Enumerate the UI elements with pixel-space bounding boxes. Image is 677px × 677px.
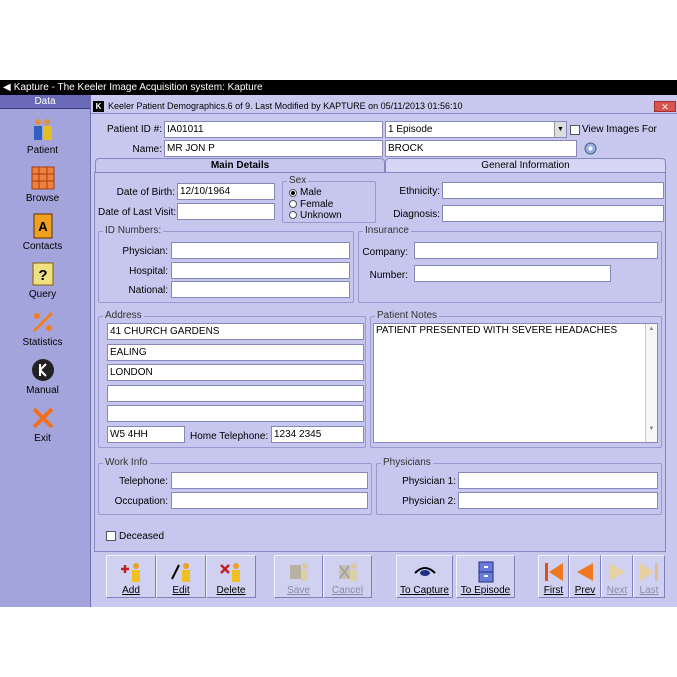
national-field[interactable] [171, 281, 350, 298]
query-icon [30, 261, 56, 287]
hospital-field[interactable] [171, 262, 350, 279]
name-label: Name: [132, 144, 162, 155]
dob-label: Date of Birth: [116, 187, 175, 198]
sidebar-item-label: Manual [26, 385, 59, 396]
address-line-5-field[interactable] [107, 405, 364, 422]
first-icon [542, 561, 566, 583]
last-name-field[interactable]: BROCK [385, 140, 577, 157]
sidebar-item-label: Patient [26, 145, 59, 156]
company-label: Company: [362, 247, 408, 258]
prev-icon [573, 561, 597, 583]
sex-male-label: Male [300, 187, 322, 198]
insurance-label: Insurance [365, 225, 409, 236]
national-label: National: [128, 285, 168, 296]
address-line-2-field[interactable]: EALING [107, 344, 364, 361]
window-title: Keeler Patient Demographics.6 of 9. Last Modified by KAPTURE on 05/11/2013 01:56:10 [108, 101, 463, 111]
keeler-logo-icon: K [93, 101, 104, 112]
next-label: Next [606, 585, 628, 596]
cancel-icon [336, 561, 360, 583]
last-visit-label: Date of Last Visit: [98, 207, 177, 218]
manual-icon [30, 357, 56, 383]
delete-label: Delete [216, 585, 246, 596]
ethnicity-label: Ethnicity: [399, 186, 440, 197]
scrollbar[interactable]: ▲ ▼ [645, 324, 657, 442]
prev-button[interactable] [569, 555, 601, 598]
patient-id-field[interactable]: IA01011 [164, 121, 383, 138]
last-label: Last [639, 585, 659, 596]
add-user-icon [119, 561, 143, 583]
first-label: First [543, 585, 564, 596]
edit-user-icon [169, 561, 193, 583]
physicians-label: Physicians [383, 457, 431, 468]
ethnicity-field[interactable] [442, 182, 664, 199]
first-button[interactable] [538, 555, 569, 598]
sidebar-item-patient[interactable] [0, 117, 85, 156]
address-line-3-field[interactable]: LONDON [107, 364, 364, 381]
tab-general-information[interactable]: General Information [385, 158, 666, 172]
eye-icon [413, 561, 437, 583]
sidebar-item-label: Contacts [22, 241, 63, 252]
app-menu-icon[interactable]: ◀ [3, 82, 11, 93]
insurance-number-field[interactable] [414, 265, 611, 282]
occupation-label: Occupation: [114, 496, 168, 507]
sidebar [0, 95, 91, 607]
physician-field[interactable] [171, 242, 350, 259]
bottom-strip [91, 598, 677, 607]
work-telephone-field[interactable] [171, 472, 368, 489]
address-line-1-field[interactable]: 41 CHURCH GARDENS [107, 323, 364, 340]
cancel-button[interactable] [323, 555, 372, 598]
sidebar-item-label: Query [28, 289, 57, 300]
physician-2-field[interactable] [458, 492, 658, 509]
edit-label: Edit [172, 585, 190, 596]
sex-unknown-radio[interactable] [289, 211, 297, 219]
sidebar-item-label: Statistics [22, 337, 63, 348]
deceased-label: Deceased [119, 531, 165, 542]
patient-notes-label: Patient Notes [377, 310, 438, 321]
address-line-4-field[interactable] [107, 385, 364, 402]
delete-user-icon [219, 561, 243, 583]
episode-select[interactable] [385, 121, 567, 138]
sidebar-item-query[interactable] [0, 261, 85, 300]
tab-main-details[interactable]: Main Details [95, 158, 385, 172]
to-episode-label: To Episode [460, 585, 511, 596]
physician-2-label: Physician 2: [402, 496, 456, 507]
view-images-label: View Images For [582, 124, 657, 135]
svg-text:A: A [37, 219, 48, 234]
next-button[interactable] [601, 555, 633, 598]
home-telephone-field[interactable]: 1234 2345 [271, 426, 364, 443]
diagnosis-label: Diagnosis: [393, 209, 440, 220]
sidebar-item-label: Browse [25, 193, 60, 204]
company-field[interactable] [414, 242, 658, 259]
patient-notes-field[interactable] [373, 323, 658, 443]
diagnosis-field[interactable] [442, 205, 664, 222]
save-button[interactable] [274, 555, 323, 598]
patient-id-label: Patient ID #: [106, 124, 162, 135]
next-icon [605, 561, 629, 583]
first-name-field[interactable]: MR JON P [164, 140, 383, 157]
to-episode-button[interactable] [456, 555, 515, 598]
last-button[interactable] [633, 555, 665, 598]
occupation-field[interactable] [171, 492, 368, 509]
physician-1-field[interactable] [458, 472, 658, 489]
save-icon [287, 561, 311, 583]
sex-male-radio[interactable] [289, 189, 297, 197]
chevron-down-icon[interactable]: ▼ [554, 122, 566, 137]
deceased-checkbox[interactable] [106, 531, 116, 541]
sidebar-item-statistics[interactable] [0, 309, 85, 348]
app-title-bar [0, 80, 677, 95]
address-label: Address [105, 310, 142, 321]
episode-value: 1 Episode [388, 124, 433, 135]
browse-icon [30, 165, 56, 191]
dob-field[interactable]: 12/10/1964 [177, 183, 275, 200]
delete-button[interactable] [206, 555, 256, 598]
sidebar-item-browse[interactable] [0, 165, 85, 204]
home-telephone-label: Home Telephone: [190, 431, 269, 442]
sidebar-item-label: Exit [34, 433, 51, 444]
app-title: Kapture - The Keeler Image Acquisition system: Kapture [13, 82, 263, 93]
sex-unknown-label: Unknown [300, 210, 342, 221]
number-label: Number: [369, 270, 408, 281]
save-label: Save [287, 585, 310, 596]
to-capture-button[interactable] [396, 555, 453, 598]
physician-label: Physician: [122, 246, 168, 257]
physician-1-label: Physician 1: [402, 476, 456, 487]
id-numbers-label: ID Numbers: [105, 225, 162, 236]
sex-label: Sex [289, 175, 307, 186]
statistics-icon [30, 309, 56, 335]
edit-button[interactable] [156, 555, 206, 598]
window-title-bar [91, 99, 677, 114]
sex-female-label: Female [300, 199, 334, 210]
svg-text:?: ? [37, 267, 48, 284]
cancel-label: Cancel [331, 585, 364, 596]
sidebar-item-contacts[interactable] [0, 213, 85, 252]
patient-icon [30, 117, 56, 143]
view-images-checkbox[interactable] [570, 125, 580, 135]
postcode-field[interactable]: W5 4HH [107, 426, 185, 443]
sidebar-item-manual[interactable] [0, 357, 85, 396]
sidebar-item-exit[interactable] [0, 405, 85, 444]
close-button[interactable]: ✕ [654, 101, 676, 112]
contacts-icon [30, 213, 56, 239]
exit-icon [30, 405, 56, 431]
prev-label: Prev [574, 585, 596, 596]
sidebar-header: Data [0, 95, 90, 109]
patient-notes-text: PATIENT PRESENTED WITH SEVERE HEADACHES [376, 325, 618, 336]
add-label: Add [122, 585, 140, 596]
last-icon [637, 561, 661, 583]
to-capture-label: To Capture [400, 585, 449, 596]
hospital-label: Hospital: [129, 266, 168, 277]
sex-female-radio[interactable] [289, 200, 297, 208]
cabinet-icon [474, 561, 498, 583]
work-info-label: Work Info [105, 457, 148, 468]
add-button[interactable] [106, 555, 156, 598]
work-telephone-label: Telephone: [119, 476, 168, 487]
last-visit-field[interactable] [177, 203, 275, 220]
globe-icon[interactable] [584, 142, 597, 155]
